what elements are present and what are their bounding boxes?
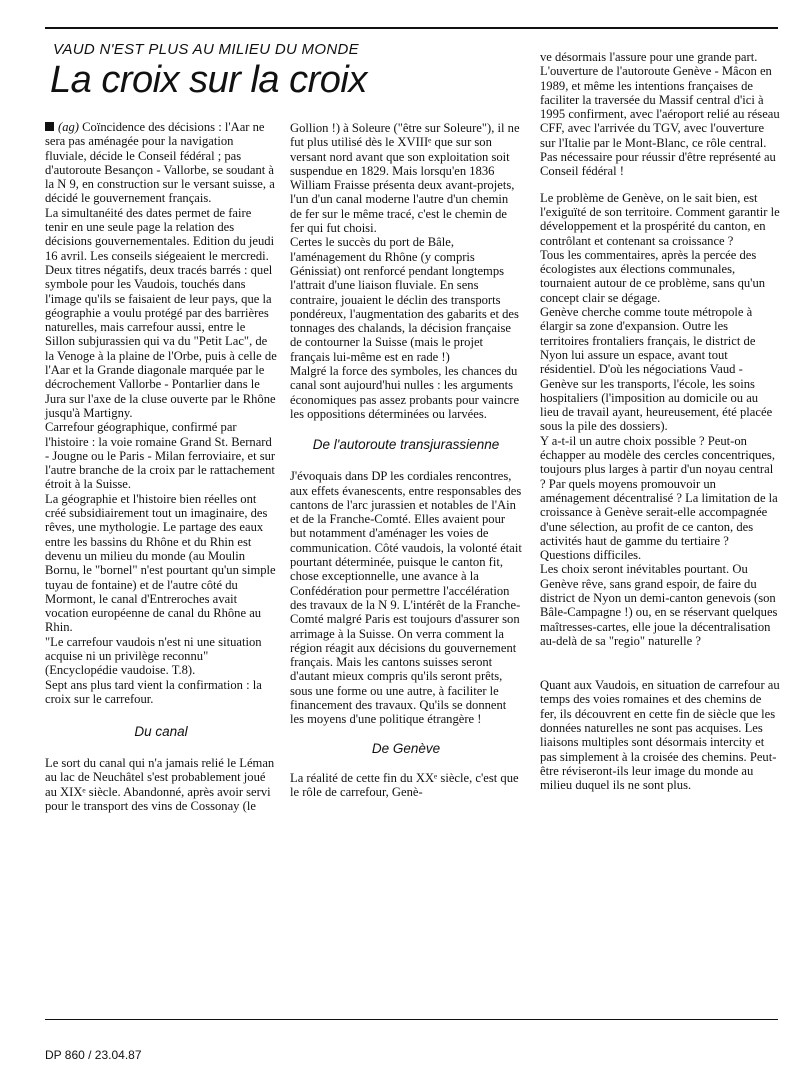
paragraph-text: Coïncidence des décisions : l'Aar ne sera pas aménagée pour la navigation fluviale, décide le Conseil fédéral ; pas d'autoroute Besançon - Vallorbe, se soudant à la N 9, en construction sur le versant suisse, a décidé le gouvernement français. (45, 120, 275, 206)
paragraph: Genève cherche comme toute métropole à élargir sa zone d'expansion. Outre les territoires frontaliers français, le district de Nyon lui assure un espace, avant tout résidentiel. D'où les négociations Vaud - Genève sur les transports, l'école, les soins hospitaliers (l'imposition au domicile ou au lieu de travail ayant, heureusement, été placée sous la pile des dossiers). (540, 305, 773, 434)
subheading-canal: Du canal (134, 724, 188, 740)
column-2 (290, 121, 522, 799)
column-1 (45, 120, 277, 813)
paragraph: Sept ans plus tard vient la confirmation : la croix sur le carrefour. (45, 677, 262, 706)
paragraph: Deux titres négatifs, deux tracés barrés : quel symbole pour les Vaudois, touchés dans l'image qu'ils se faisaient de leur pays, que la géographie a voulu protégé par des barrières naturelles, mais carrefour aussi, entre le Sillon subjurassien qui va du "Petit Lac", de la Venoge à la plaine de l'Orbe, puis à celle de l'Aar et la Grande diagonale marquée par le décrochement Vallorbe - Pontarlier dans le Jura sur l'axe de la cluse ouverte par le Rhône jusqu'à Martigny. (45, 262, 277, 420)
paragraph: La réalité de cette fin du XXᵉ siècle, c'est que le rôle de carrefour, Genè- (290, 770, 519, 799)
paragraph: Les choix seront inévitables pourtant. Ou Genève rêve, sans grand espoir, de faire du district de Nyon un demi-canton genevois (son Bâle-Campagne !) ou, en se réservant quelques maîtresses-cartes, elle joue la décentralisation au-delà de sa "regio" naturelle ? (540, 562, 778, 648)
paragraph: Gollion !) à Soleure ("être sur Soleure"), il ne fut plus utilisé dès le XVIIIᵉ que sur son versant nord avant que son exploitation soit suspendue en 1829. Mais lorsqu'en 1836 William Fraisse présenta deux avant-projets, l'un d'un canal moderne l'autre d'un chemin de fer sur le même tracé, c'est le chemin de fer qui fut choisi. (290, 121, 520, 236)
paragraph (45, 120, 277, 206)
article-kicker: VAUD N'EST PLUS AU MILIEU DU MONDE (53, 41, 359, 58)
paragraph: "Le carrefour vaudois n'est ni une situation acquise ni un privilège reconnu" (Encyclopédie vaudoise. T.8). (45, 634, 262, 678)
square-bullet-icon (45, 122, 54, 131)
byline: (ag) (58, 120, 79, 134)
paragraph: La simultanéité des dates permet de faire tenir en une seule page la relation des décisions gouvernementales. Edition du jeudi 16 avril. Les conseils siégeaient le mercredi. (45, 205, 275, 263)
paragraph: Le sort du canal qui n'a jamais relié le Léman au lac de Neuchâtel s'est probablement joué au XIXᵉ siècle. Abandonné, après avoir servi pour le transport des vins de Cossonay (le (45, 756, 275, 814)
paragraph: Malgré la force des symboles, les chances du canal sont aujourd'hui nulles : les arguments économiques pas assez probants pour vaincre les oppositions déterminées ou larvées. (290, 364, 520, 421)
paragraph: ve désormais l'assure pour une grande part. L'ouverture de l'autoroute Genève - Mâcon en 1989, et même les intentions françaises de faciliter la traversée du Massif central d'ici à 1995 confirment, avec l'aéroport relié au réseau CFF, avec l'arrivée du TGV, avec l'ouverture sur l'Italie par le Mont-Blanc, ce rôle central. Pas nécessaire pour réussir d'être représenté au Conseil fédéral ! (540, 50, 780, 179)
top-rule (45, 27, 778, 29)
paragraph: La géographie et l'histoire bien réelles ont créé subsidiairement tout un imaginaire, des rêves, une mythologie. Le partage des eaux entre les bassins du Rhône et du Rhin est devenu un milieu du monde (au Moulin Bornu, le "bornel" n'est pourtant qu'un simple tuyau de fontaine) et de l'autre côté du Mormont, le canal d'Entreroches avait vocation européenne de canal du Rhône au Rhin. (45, 491, 276, 635)
issue-footer: DP 860 / 23.04.87 (45, 1048, 142, 1062)
subheading-geneve: De Genève (371, 740, 441, 756)
paragraph: Y a-t-il un autre choix possible ? Peut-on échapper au modèle des cercles concentriques, toujours plus larges à partir d'un noyau central ? Par quels moyens promouvoir un aménagement décentralisé ? La limitation de la croissance à Genève serait-elle accompagnée d'une sélection, au profit de ce canton, des activités haut de gamme du tertiaire ? Questions difficiles. (540, 433, 778, 563)
paragraph: Le problème de Genève, on le sait bien, est l'exiguïté de son territoire. Comment garantir le développement et la prospérité du canton, en contrôlant et contenant sa croissance ? (540, 190, 780, 248)
paragraph: Carrefour géographique, confirmé par l'histoire : la voie romaine Grand St. Bernard - Jougne ou le Paris - Milan ferroviaire, et sur l'autre branche de la croix par le rattachement étroit à la Suisse. (45, 420, 276, 492)
paragraph: Tous les commentaires, après la percée des écologistes aux élections communales, tournaient autour de ce problème, sans qu'un concept clair se dégage. (540, 247, 766, 305)
paragraph: Certes le succès du port de Bâle, l'aménagement du Rhône (y compris Génissiat) ont renforcé pendant longtemps l'attrait d'une liaison fluviale. En sens contraire, jouaient le déclin des transports pondéreux, l'augmentation des gabarits et des tonnages des chalands, la décision française de contourner la Suisse (mais le projet français lui-même est en rade !) (290, 235, 519, 364)
paragraph: Quant aux Vaudois, en situation de carrefour au temps des voies romaines et des chemins de fer, ils découvrent en cette fin de siècle que les données naturelles ne sont pas acquises. Les liaisons multiples sont désormais intercity et pas simplement à la croisée des chemins. Peut-être réviseront-ils leur image du monde au milieu duquel ils ne sont plus. (540, 678, 780, 793)
subheading-autoroute: De l'autoroute transjurassienne (312, 437, 500, 453)
bottom-rule (45, 1019, 778, 1020)
article-title: La croix sur la croix (50, 59, 367, 101)
column-3 (540, 50, 780, 793)
paragraph: J'évoquais dans DP les cordiales rencontres, aux effets évanescents, entre responsables des cantons de l'arc jurassien et notables de l'Ain et de la Franche-Comté. Elles avaient pour but notamment d'aménager les voies de communication. Côté vaudois, la volonté était pourtant déterminée, puisque le canton fit, chose exceptionnelle, une avance à la Confédération pour permettre l'accélération des travaux de la N 9. L'intérêt de la Franche-Comté malgré Paris est toujours d'assurer son arrimage à la Suisse. On verra comment la région réagit aux décisions du gouvernement français. Mais les cantons suisses seront d'autant mieux compris qu'ils seront prêts, sous une forme ou une autre, à faciliter le financement des travaux. Qu'ils se donnent les moyens d'une politique étrangère ! (290, 469, 522, 727)
